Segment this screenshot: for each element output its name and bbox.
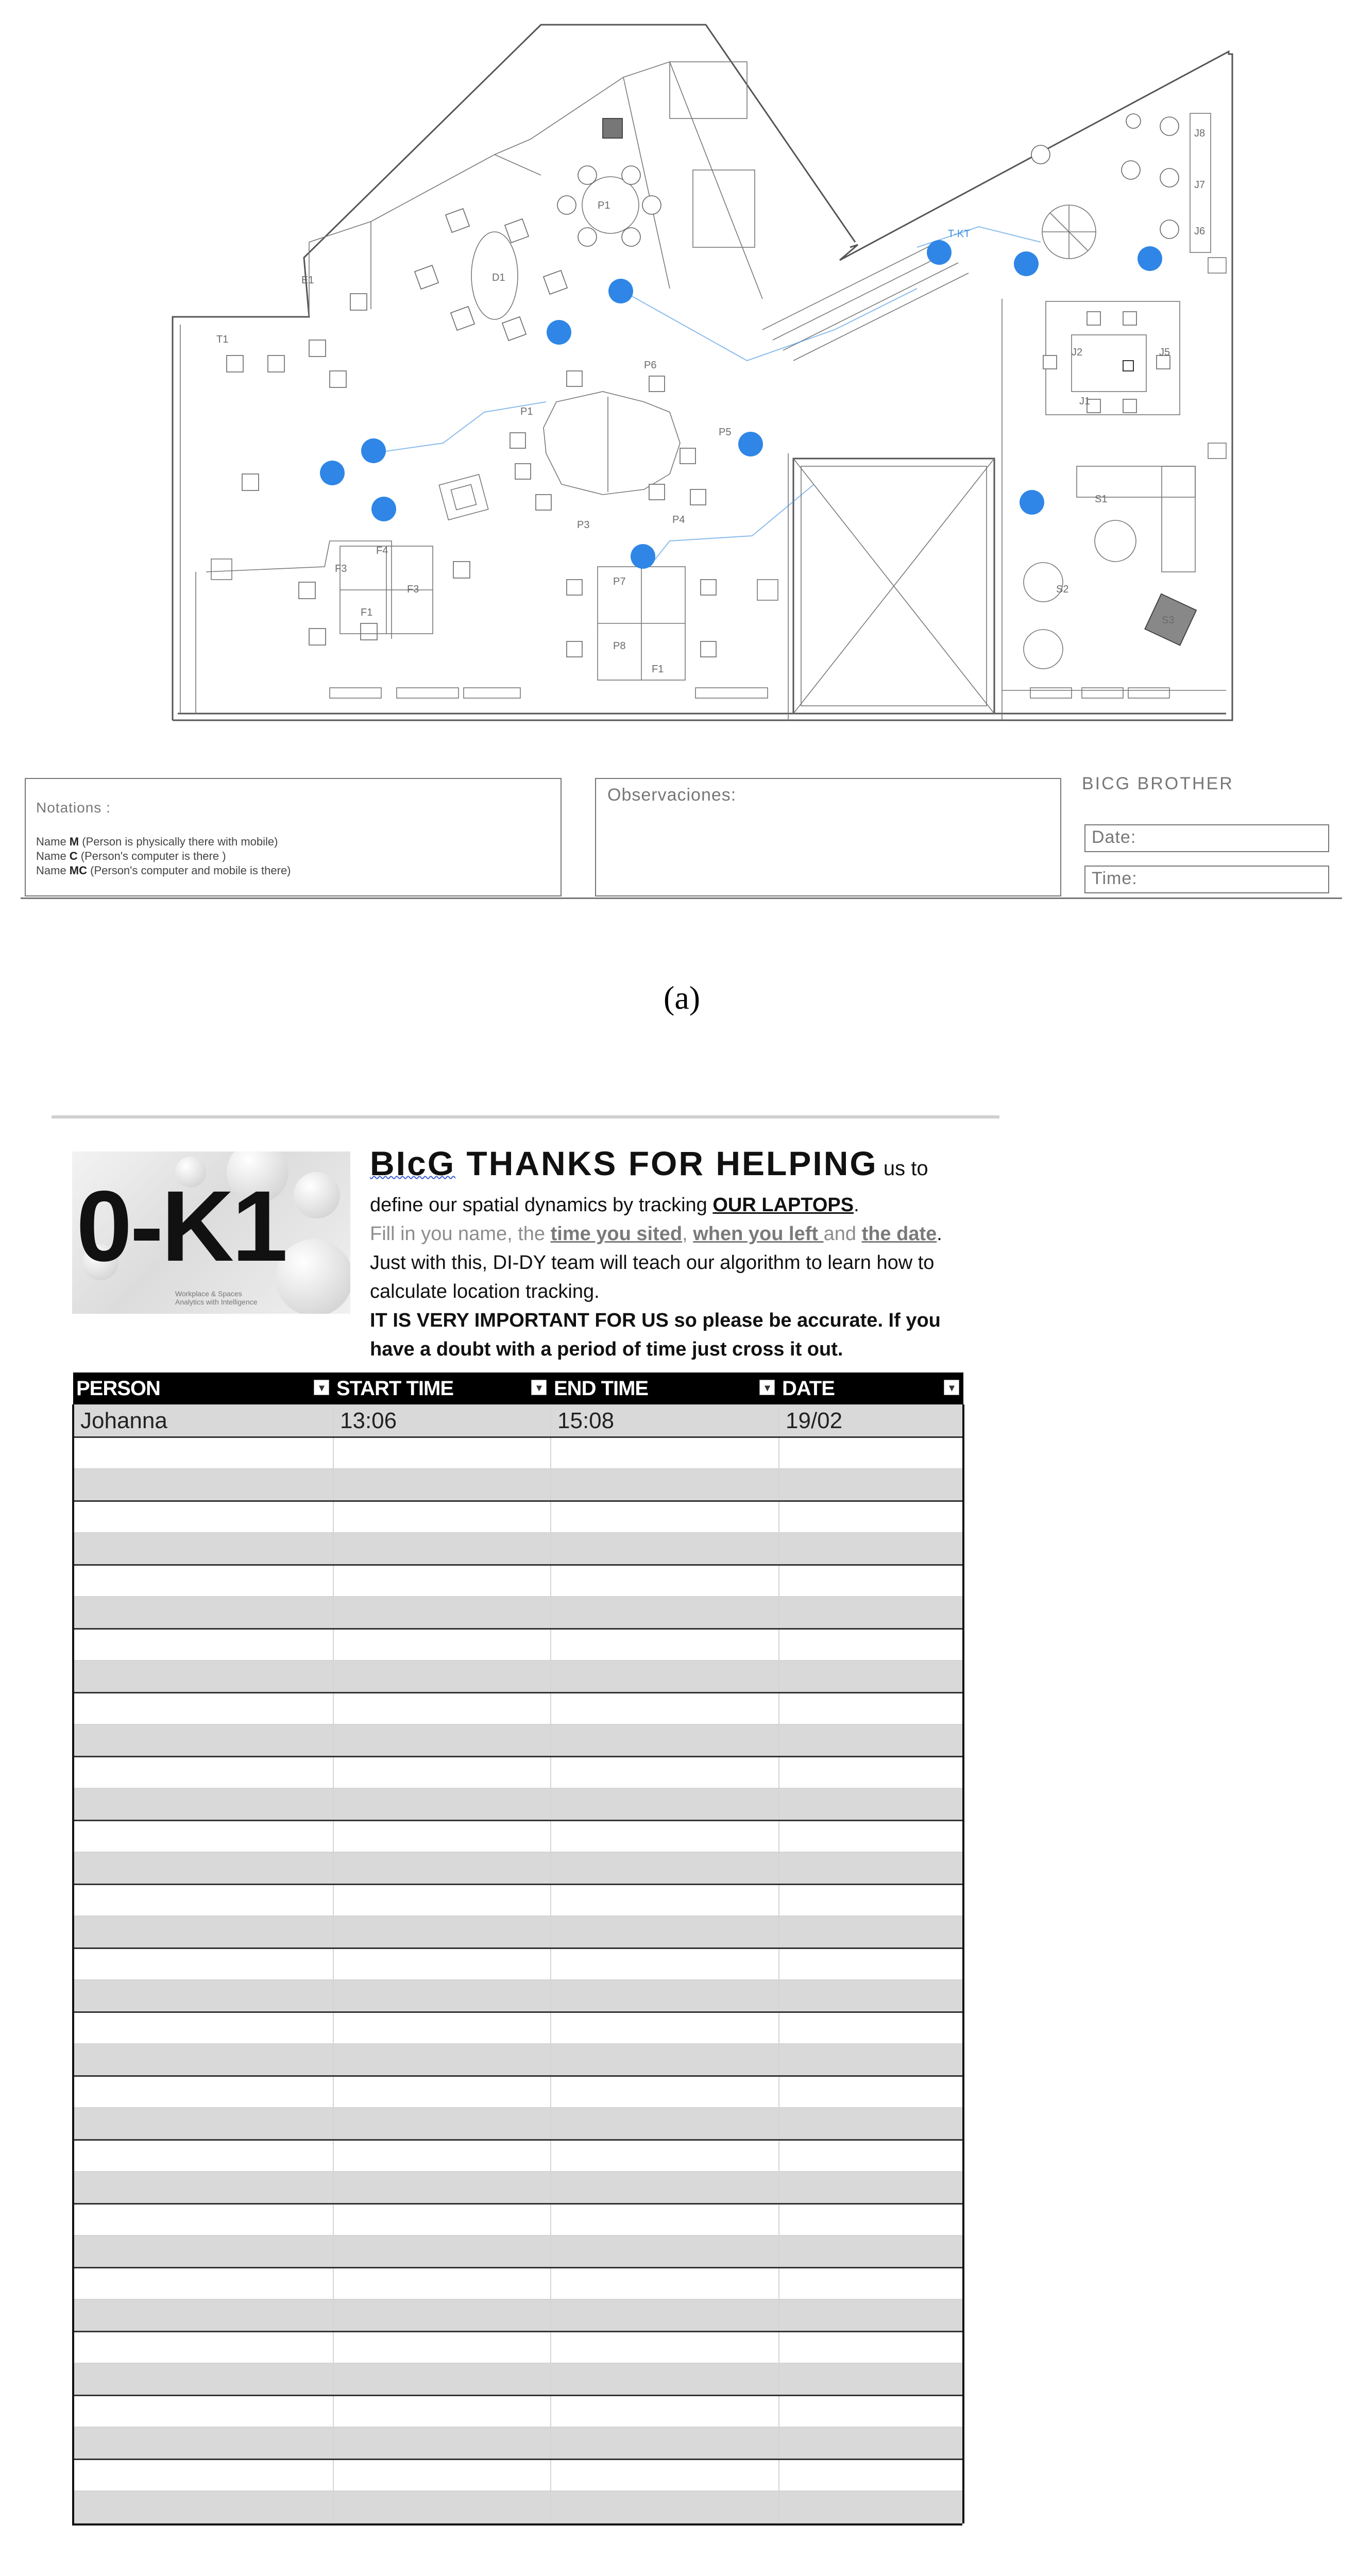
cell-person[interactable] bbox=[73, 2235, 333, 2267]
cell-start-time[interactable] bbox=[333, 2076, 551, 2108]
room-label-p4: P4 bbox=[672, 514, 685, 526]
table-row bbox=[73, 2076, 963, 2108]
cell-date[interactable] bbox=[779, 1469, 963, 1501]
cell-end-time[interactable] bbox=[551, 1980, 779, 2012]
cell-person[interactable] bbox=[73, 2395, 333, 2427]
room-label-f4: F4 bbox=[376, 545, 388, 556]
cell-person[interactable] bbox=[73, 1884, 333, 1916]
cell-start-time[interactable] bbox=[333, 1980, 551, 2012]
cell-end-time[interactable] bbox=[551, 1692, 779, 1724]
notation-line-c: Name C (Person's computer is there ) bbox=[36, 850, 226, 862]
cell-person[interactable] bbox=[73, 1980, 333, 2012]
cell-person[interactable]: Johanna bbox=[73, 1405, 333, 1437]
cell-start-time[interactable] bbox=[333, 1788, 551, 1820]
room-label-j7: J7 bbox=[1194, 179, 1206, 191]
cell-start-time[interactable] bbox=[333, 1437, 551, 1469]
sensor-dot bbox=[320, 461, 345, 485]
cell-date[interactable] bbox=[779, 2172, 963, 2204]
cell-date[interactable] bbox=[779, 1437, 963, 1469]
cell-date[interactable] bbox=[779, 1501, 963, 1533]
table-row bbox=[73, 2044, 963, 2076]
table-row bbox=[73, 1565, 963, 1597]
dropdown-arrow-icon[interactable]: ▾ bbox=[314, 1380, 329, 1395]
cell-end-time[interactable] bbox=[551, 2299, 779, 2331]
cell-start-time[interactable] bbox=[333, 2267, 551, 2299]
logo-bubble bbox=[276, 1239, 350, 1314]
cell-end-time[interactable] bbox=[551, 2267, 779, 2299]
cell-start-time[interactable] bbox=[333, 1501, 551, 1533]
room-label-f-p8: F1 bbox=[652, 664, 664, 675]
dropdown-arrow-icon[interactable]: ▾ bbox=[531, 1380, 547, 1395]
cell-date[interactable] bbox=[779, 2140, 963, 2172]
room-label-s3: S3 bbox=[1162, 615, 1175, 626]
cell-person[interactable] bbox=[73, 2172, 333, 2204]
cell-end-time[interactable] bbox=[551, 1660, 779, 1692]
column-header-start-time[interactable]: START TIME ▾ bbox=[333, 1372, 551, 1405]
cell-date[interactable]: 19/02 bbox=[779, 1405, 963, 1437]
brand-title: BICG BROTHER bbox=[1082, 774, 1234, 793]
cell-date[interactable] bbox=[779, 1916, 963, 1948]
cell-start-time[interactable] bbox=[333, 2172, 551, 2204]
table-row bbox=[73, 2331, 963, 2363]
instructions-line-3: Fill in you name, the time you sited, when you left and the date. Just with this, DI-DY team will teach our algorithm to learn how to calculate location tracking. bbox=[370, 1223, 942, 1302]
cell-start-time[interactable] bbox=[333, 1597, 551, 1629]
table-header bbox=[73, 1372, 963, 1405]
cell-start-time[interactable] bbox=[333, 1756, 551, 1788]
cell-end-time[interactable] bbox=[551, 1533, 779, 1565]
cell-person[interactable] bbox=[73, 1533, 333, 1565]
cell-date[interactable] bbox=[779, 2299, 963, 2331]
room-label-p1: P1 bbox=[598, 200, 610, 211]
cell-person[interactable] bbox=[73, 1629, 333, 1660]
sensor-dot bbox=[631, 544, 655, 569]
cell-date[interactable] bbox=[779, 1533, 963, 1565]
cell-date[interactable] bbox=[779, 1820, 963, 1852]
cell-person[interactable] bbox=[73, 2076, 333, 2108]
column-header-person[interactable]: PERSON ▾ bbox=[73, 1372, 333, 1405]
table-bottom-border bbox=[72, 2523, 962, 2526]
cell-start-time[interactable] bbox=[333, 2363, 551, 2395]
floor-plan bbox=[0, 0, 1358, 747]
cell-date[interactable] bbox=[779, 2331, 963, 2363]
cell-end-time[interactable] bbox=[551, 1788, 779, 1820]
room-label-f3a: F3 bbox=[335, 563, 347, 574]
cell-end-time[interactable] bbox=[551, 2044, 779, 2076]
logo-bubble bbox=[294, 1172, 340, 1218]
table-row bbox=[73, 1948, 963, 1980]
cell-start-time[interactable] bbox=[333, 1724, 551, 1756]
cell-start-time[interactable] bbox=[333, 1820, 551, 1852]
cell-start-time[interactable] bbox=[333, 2459, 551, 2491]
cell-start-time[interactable] bbox=[333, 2427, 551, 2459]
cell-person[interactable] bbox=[73, 1660, 333, 1692]
cell-end-time[interactable] bbox=[551, 2108, 779, 2140]
logo bbox=[72, 1151, 350, 1314]
cell-end-time[interactable] bbox=[551, 1820, 779, 1852]
cell-end-time[interactable]: 15:08 bbox=[551, 1405, 779, 1437]
cell-end-time[interactable] bbox=[551, 2235, 779, 2267]
notations-box bbox=[25, 778, 562, 896]
cell-start-time[interactable] bbox=[333, 1565, 551, 1597]
table-row bbox=[73, 2491, 963, 2523]
table-row bbox=[73, 1820, 963, 1852]
table-row bbox=[73, 1852, 963, 1884]
logo-text: 0-K1 bbox=[76, 1170, 286, 1282]
cell-person[interactable] bbox=[73, 1756, 333, 1788]
cell-start-time[interactable] bbox=[333, 1692, 551, 1724]
sensor-dot bbox=[608, 279, 633, 303]
sensor-dot bbox=[927, 240, 952, 265]
room-label-f3b: F3 bbox=[407, 584, 419, 595]
cell-person[interactable] bbox=[73, 1565, 333, 1597]
sensor-dot bbox=[738, 432, 763, 456]
cell-end-time[interactable] bbox=[551, 1597, 779, 1629]
cell-end-time[interactable] bbox=[551, 2012, 779, 2044]
cell-end-time[interactable] bbox=[551, 1565, 779, 1597]
table-row bbox=[73, 1437, 963, 1469]
cell-person[interactable] bbox=[73, 1469, 333, 1501]
table-row bbox=[73, 2459, 963, 2491]
cell-start-time[interactable] bbox=[333, 1469, 551, 1501]
table-row bbox=[73, 1597, 963, 1629]
observations-label: Observaciones: bbox=[607, 785, 737, 805]
cell-person[interactable] bbox=[73, 2299, 333, 2331]
cell-person[interactable] bbox=[73, 2140, 333, 2172]
cell-end-time[interactable] bbox=[551, 2172, 779, 2204]
room-label-j8: J8 bbox=[1194, 128, 1206, 139]
table-row bbox=[73, 2267, 963, 2299]
table-row bbox=[73, 1405, 963, 1437]
table-row bbox=[73, 2204, 963, 2235]
table-row bbox=[73, 1501, 963, 1533]
cell-end-time[interactable] bbox=[551, 1501, 779, 1533]
room-label-tkt: T-KT bbox=[948, 228, 971, 240]
cell-person[interactable] bbox=[73, 1916, 333, 1948]
cell-start-time[interactable] bbox=[333, 2012, 551, 2044]
cell-date[interactable] bbox=[779, 2491, 963, 2523]
column-header-end-time[interactable]: END TIME ▾ bbox=[551, 1372, 779, 1405]
cell-person[interactable] bbox=[73, 2331, 333, 2363]
caption-a: (a) bbox=[664, 979, 701, 1016]
table-row bbox=[73, 1788, 963, 1820]
cell-end-time[interactable] bbox=[551, 1884, 779, 1916]
cell-start-time[interactable] bbox=[333, 2235, 551, 2267]
cell-date[interactable] bbox=[779, 1788, 963, 1820]
cell-date[interactable] bbox=[779, 1724, 963, 1756]
notation-line-mc: Name MC (Person's computer and mobile is there) bbox=[36, 864, 291, 877]
sensor-dot bbox=[1138, 246, 1162, 271]
cell-end-time[interactable] bbox=[551, 2076, 779, 2108]
table-row bbox=[73, 2108, 963, 2140]
cell-date[interactable] bbox=[779, 1884, 963, 1916]
cell-date[interactable] bbox=[779, 2076, 963, 2108]
table-row bbox=[73, 2140, 963, 2172]
room-label-p7: P7 bbox=[613, 576, 626, 587]
table-row bbox=[73, 2299, 963, 2331]
cell-start-time[interactable] bbox=[333, 2395, 551, 2427]
date-field[interactable]: Date: bbox=[1084, 824, 1329, 852]
cell-date[interactable] bbox=[779, 1597, 963, 1629]
sensor-dot bbox=[361, 438, 386, 463]
cell-start-time[interactable] bbox=[333, 2331, 551, 2363]
room-label-e1: E1 bbox=[301, 275, 314, 286]
cell-date[interactable] bbox=[779, 1565, 963, 1597]
cell-end-time[interactable] bbox=[551, 1437, 779, 1469]
cell-start-time[interactable] bbox=[333, 1948, 551, 1980]
cell-end-time[interactable] bbox=[551, 1916, 779, 1948]
table-row bbox=[73, 2235, 963, 2267]
cell-person[interactable] bbox=[73, 2459, 333, 2491]
cell-person[interactable] bbox=[73, 1437, 333, 1469]
divider bbox=[21, 897, 1342, 899]
room-label-j1: J1 bbox=[1079, 396, 1091, 407]
dropdown-arrow-icon[interactable]: ▾ bbox=[944, 1380, 959, 1395]
sensor-dot bbox=[1014, 251, 1039, 276]
cell-start-time[interactable] bbox=[333, 1533, 551, 1565]
cell-person[interactable] bbox=[73, 1788, 333, 1820]
sheet-top-rule bbox=[52, 1115, 999, 1118]
cell-person[interactable] bbox=[73, 2427, 333, 2459]
room-label-j6: J6 bbox=[1194, 226, 1206, 237]
table-row bbox=[73, 1629, 963, 1660]
cell-start-time[interactable] bbox=[333, 2108, 551, 2140]
cell-end-time[interactable] bbox=[551, 1629, 779, 1660]
cell-end-time[interactable] bbox=[551, 2459, 779, 2491]
room-label-p5: P5 bbox=[719, 427, 732, 438]
cell-end-time[interactable] bbox=[551, 1852, 779, 1884]
cell-date[interactable] bbox=[779, 1852, 963, 1884]
sensor-dot bbox=[371, 497, 396, 521]
cell-start-time[interactable] bbox=[333, 2044, 551, 2076]
room-label-f1: F1 bbox=[361, 607, 373, 618]
cell-start-time[interactable] bbox=[333, 2299, 551, 2331]
cell-person[interactable] bbox=[73, 1948, 333, 1980]
time-field[interactable]: Time: bbox=[1084, 866, 1329, 893]
cell-date[interactable] bbox=[779, 1948, 963, 1980]
table-row bbox=[73, 2012, 963, 2044]
cell-end-time[interactable] bbox=[551, 2204, 779, 2235]
room-label-s2: S2 bbox=[1056, 584, 1069, 595]
cell-start-time[interactable] bbox=[333, 1852, 551, 1884]
room-label-d1: D1 bbox=[492, 272, 505, 283]
room-label-j2: J2 bbox=[1072, 347, 1083, 358]
cell-date[interactable] bbox=[779, 2204, 963, 2235]
cell-start-time[interactable] bbox=[333, 1660, 551, 1692]
table-row bbox=[73, 2395, 963, 2427]
room-label-p2: P1 bbox=[520, 406, 533, 417]
observations-box bbox=[595, 778, 1061, 896]
cell-end-time[interactable] bbox=[551, 2331, 779, 2363]
instructions-title: BIcG THANKS FOR HELPING us to bbox=[370, 1144, 928, 1182]
instructions-line-2: define our spatial dynamics by tracking OUR LAPTOPS. bbox=[370, 1194, 859, 1216]
cell-end-time[interactable] bbox=[551, 2395, 779, 2427]
cell-date[interactable] bbox=[779, 2267, 963, 2299]
room-label-p8: P8 bbox=[613, 640, 626, 652]
cell-date[interactable] bbox=[779, 1980, 963, 2012]
room-label-p3: P3 bbox=[577, 519, 590, 531]
cell-date[interactable] bbox=[779, 2427, 963, 2459]
cell-start-time[interactable] bbox=[333, 2491, 551, 2523]
tracking-table bbox=[72, 1372, 964, 2523]
cell-date[interactable] bbox=[779, 1660, 963, 1692]
table-row bbox=[73, 1884, 963, 1916]
cell-date[interactable] bbox=[779, 2012, 963, 2044]
cell-date[interactable] bbox=[779, 2108, 963, 2140]
table-row bbox=[73, 1469, 963, 1501]
cell-date[interactable] bbox=[779, 2235, 963, 2267]
cell-end-time[interactable] bbox=[551, 1948, 779, 1980]
cell-end-time[interactable] bbox=[551, 2427, 779, 2459]
table-row bbox=[73, 1980, 963, 2012]
cell-end-time[interactable] bbox=[551, 2491, 779, 2523]
cell-end-time[interactable] bbox=[551, 1469, 779, 1501]
notations-title: Notations : bbox=[36, 800, 111, 816]
cell-person[interactable] bbox=[73, 2044, 333, 2076]
cell-end-time[interactable] bbox=[551, 1724, 779, 1756]
table-row bbox=[73, 2172, 963, 2204]
instructions bbox=[370, 1142, 949, 1364]
cell-person[interactable] bbox=[73, 2108, 333, 2140]
cell-start-time[interactable] bbox=[333, 1916, 551, 1948]
cell-person[interactable] bbox=[73, 2491, 333, 2523]
cell-person[interactable] bbox=[73, 2363, 333, 2395]
column-header-date[interactable]: DATE ▾ bbox=[779, 1372, 963, 1405]
cell-person[interactable] bbox=[73, 1820, 333, 1852]
cell-date[interactable] bbox=[779, 1756, 963, 1788]
cell-date[interactable] bbox=[779, 1629, 963, 1660]
cell-person[interactable] bbox=[73, 1852, 333, 1884]
cell-start-time[interactable]: 13:06 bbox=[333, 1405, 551, 1437]
cell-person[interactable] bbox=[73, 1501, 333, 1533]
cell-person[interactable] bbox=[73, 2204, 333, 2235]
table-row bbox=[73, 1533, 963, 1565]
cell-date[interactable] bbox=[779, 2363, 963, 2395]
table-row bbox=[73, 2363, 963, 2395]
cell-person[interactable] bbox=[73, 1692, 333, 1724]
table-row bbox=[73, 1916, 963, 1948]
table-row bbox=[73, 2427, 963, 2459]
cell-person[interactable] bbox=[73, 1724, 333, 1756]
sensor-dot bbox=[1020, 490, 1044, 515]
cell-date[interactable] bbox=[779, 2395, 963, 2427]
table-row bbox=[73, 1660, 963, 1692]
cell-end-time[interactable] bbox=[551, 2363, 779, 2395]
room-label-s1: S1 bbox=[1095, 494, 1108, 505]
room-label-p6: P6 bbox=[644, 360, 657, 371]
cell-start-time[interactable] bbox=[333, 2204, 551, 2235]
table-row bbox=[73, 1756, 963, 1788]
cell-end-time[interactable] bbox=[551, 2140, 779, 2172]
table-row bbox=[73, 1724, 963, 1756]
cell-date[interactable] bbox=[779, 2459, 963, 2491]
dropdown-arrow-icon[interactable]: ▾ bbox=[759, 1380, 775, 1395]
cell-person[interactable] bbox=[73, 2267, 333, 2299]
cell-start-time[interactable] bbox=[333, 1629, 551, 1660]
cell-person[interactable] bbox=[73, 2012, 333, 2044]
cell-start-time[interactable] bbox=[333, 1884, 551, 1916]
cell-person[interactable] bbox=[73, 1597, 333, 1629]
cell-end-time[interactable] bbox=[551, 1756, 779, 1788]
table-row bbox=[73, 1692, 963, 1724]
cell-date[interactable] bbox=[779, 1692, 963, 1724]
instructions-line-4: IT IS VERY IMPORTANT FOR US so please be accurate. If you have a doubt with a period of time just cross it out. bbox=[370, 1310, 941, 1360]
cell-start-time[interactable] bbox=[333, 2140, 551, 2172]
sensor-dot bbox=[547, 320, 571, 345]
logo-subtitle: Workplace & Spaces Analytics with Intelligence bbox=[175, 1290, 258, 1306]
room-label-j5: J5 bbox=[1159, 347, 1170, 358]
room-label-t1: T1 bbox=[216, 334, 229, 345]
cell-date[interactable] bbox=[779, 2044, 963, 2076]
notation-line-m: Name M (Person is physically there with mobile) bbox=[36, 835, 278, 848]
